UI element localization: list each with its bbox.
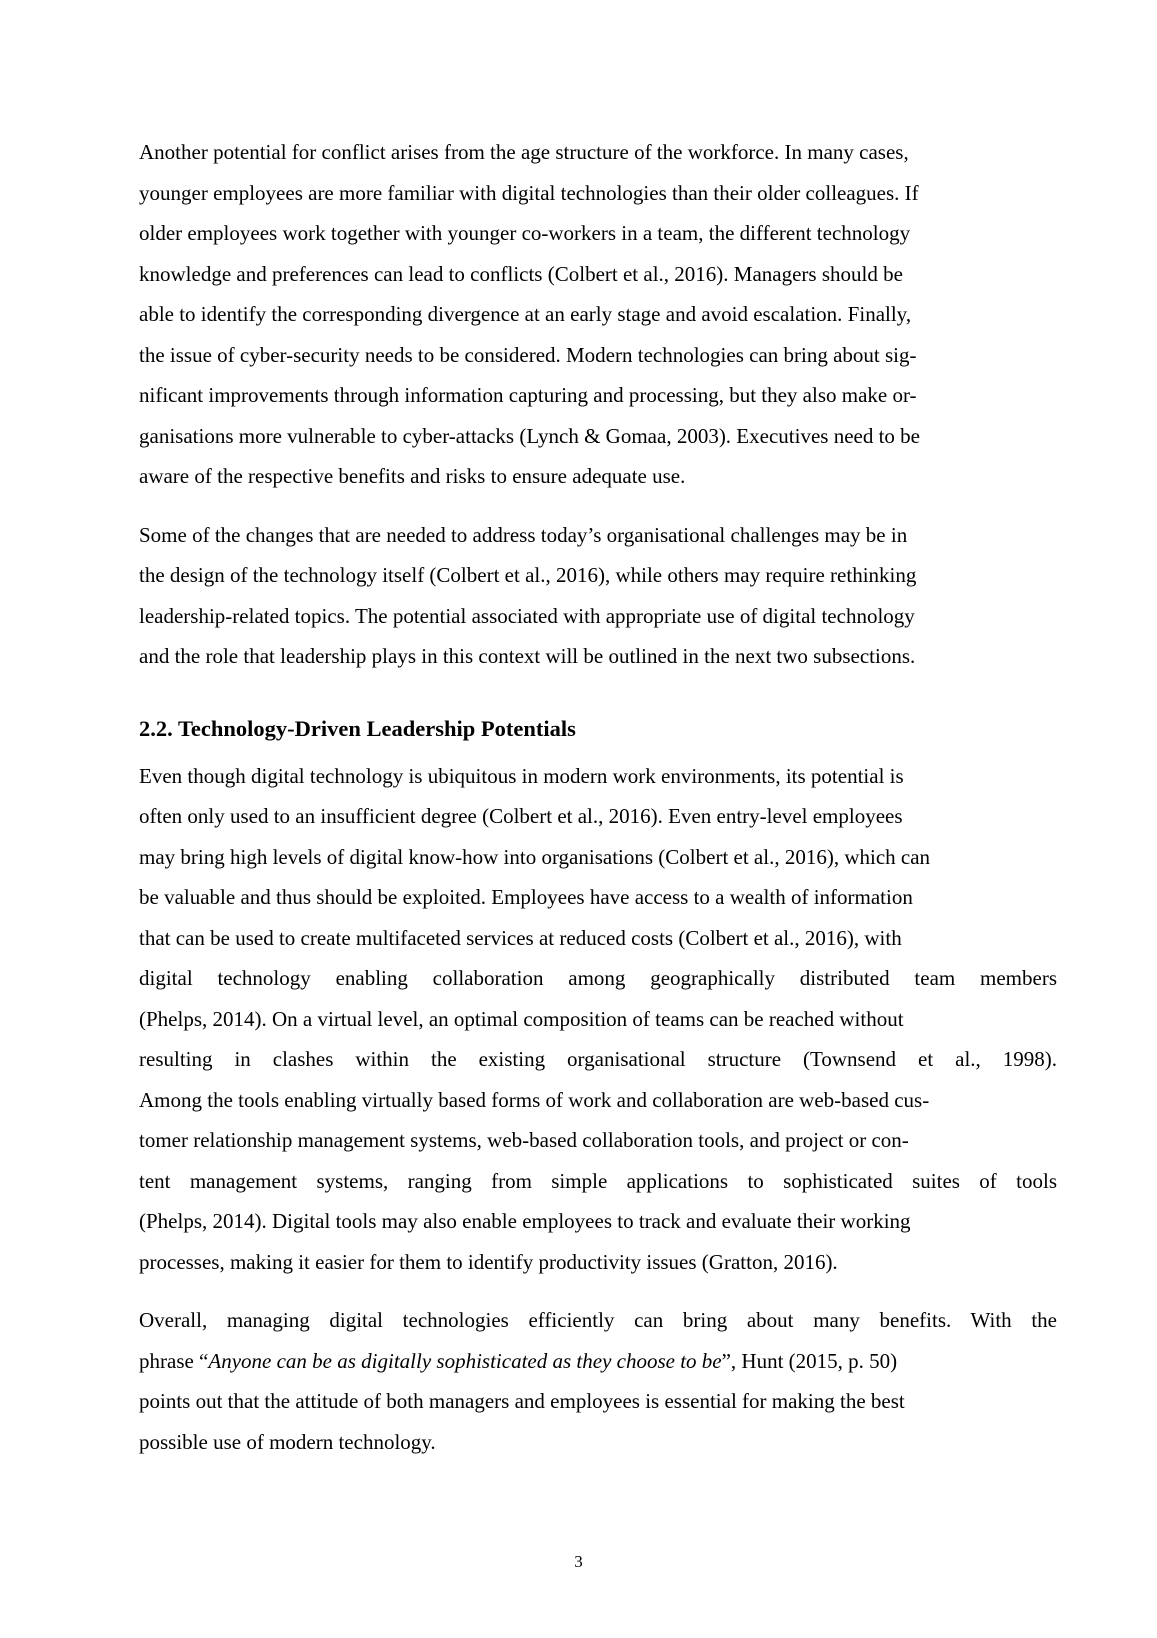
paragraph-overall-benefits bbox=[139, 1300, 1057, 1462]
text-line: ganisations more vulnerable to cyber-attacks (Lynch & Gomaa, 2003). Executives need to be bbox=[139, 423, 920, 448]
text-line: Another potential for conflict arises from the age structure of the workforce. In many cases, bbox=[139, 140, 909, 164]
text-line: the issue of cyber-security needs to be considered. Modern technologies can bring about sig- bbox=[139, 342, 917, 367]
text-line: resulting in clashes within the existing organisational structure (Townsend et al., 1998). bbox=[139, 1047, 1057, 1071]
text-line: (Phelps, 2014). On a virtual level, an optimal composition of teams can be reached without bbox=[139, 1006, 904, 1031]
text-line: often only used to an insufficient degree (Colbert et al., 2016). Even entry-level employees bbox=[139, 804, 903, 828]
text-line: Some of the changes that are needed to address today’s organisational challenges may be in bbox=[139, 522, 908, 547]
paragraph-age-structure bbox=[139, 132, 1057, 497]
text-line: possible use of modern technology. bbox=[139, 1429, 436, 1454]
text-line: aware of the respective benefits and risks to ensure adequate use. bbox=[139, 464, 686, 488]
text-line: Overall, managing digital technologies efficiently can bring about many benefits. With the bbox=[139, 1308, 1057, 1332]
text-line: knowledge and preferences can lead to conflicts (Colbert et al., 2016). Managers should be bbox=[139, 261, 903, 286]
text-line: tent management systems, ranging from simple applications to sophisticated suites of tools bbox=[139, 1168, 1057, 1193]
text-line: older employees work together with younger co-workers in a team, the different technology bbox=[139, 221, 911, 245]
text-line-with-quote bbox=[139, 1341, 1057, 1382]
text-line: younger employees are more familiar with digital technologies than their older colleagues. If bbox=[139, 180, 919, 205]
page-number: 3 bbox=[574, 1552, 583, 1571]
text-line: processes, making it easier for them to identify productivity issues (Gratton, 2016). bbox=[139, 1249, 838, 1274]
text-line: (Phelps, 2014). Digital tools may also enable employees to track and evaluate their working bbox=[139, 1209, 911, 1233]
quote-citation: ”, Hunt (2015, p. 50) bbox=[721, 1348, 898, 1373]
text-line: nificant improvements through information capturing and processing, but they also make or- bbox=[139, 383, 917, 407]
page-content bbox=[139, 132, 1057, 1480]
text-line: be valuable and thus should be exploited. Employees have access to a wealth of information bbox=[139, 885, 913, 909]
text-line: able to identify the corresponding divergence at an early stage and avoid escalation. Finally, bbox=[139, 302, 912, 326]
section-heading: 2.2. Technology-Driven Leadership Potentials bbox=[139, 715, 576, 741]
text-line: that can be used to create multifaceted services at reduced costs (Colbert et al., 2016), with bbox=[139, 925, 902, 950]
quote-lead-in: phrase “ bbox=[139, 1348, 209, 1373]
quoted-phrase: Anyone can be as digitally sophisticated as they choose to be bbox=[208, 1348, 722, 1373]
paragraph-organisational-challenges bbox=[139, 515, 1057, 677]
paragraph-leadership-potentials bbox=[139, 756, 1057, 1283]
text-line: Among the tools enabling virtually based forms of work and collaboration are web-based cus- bbox=[139, 1087, 930, 1112]
text-line: leadership-related topics. The potential associated with appropriate use of digital technology bbox=[139, 603, 915, 628]
text-line: Even though digital technology is ubiquitous in modern work environments, its potential is bbox=[139, 763, 904, 788]
text-line: the design of the technology itself (Colbert et al., 2016), while others may require rethinking bbox=[139, 563, 917, 587]
text-line: digital technology enabling collaboration among geographically distributed team members bbox=[139, 966, 1057, 990]
text-line: points out that the attitude of both managers and employees is essential for making the best bbox=[139, 1389, 905, 1413]
text-line: and the role that leadership plays in this context will be outlined in the next two subsections. bbox=[139, 644, 916, 668]
text-line: tomer relationship management systems, web-based collaboration tools, and project or con- bbox=[139, 1128, 909, 1152]
text-line: may bring high levels of digital know-how into organisations (Colbert et al., 2016), which can bbox=[139, 844, 931, 869]
